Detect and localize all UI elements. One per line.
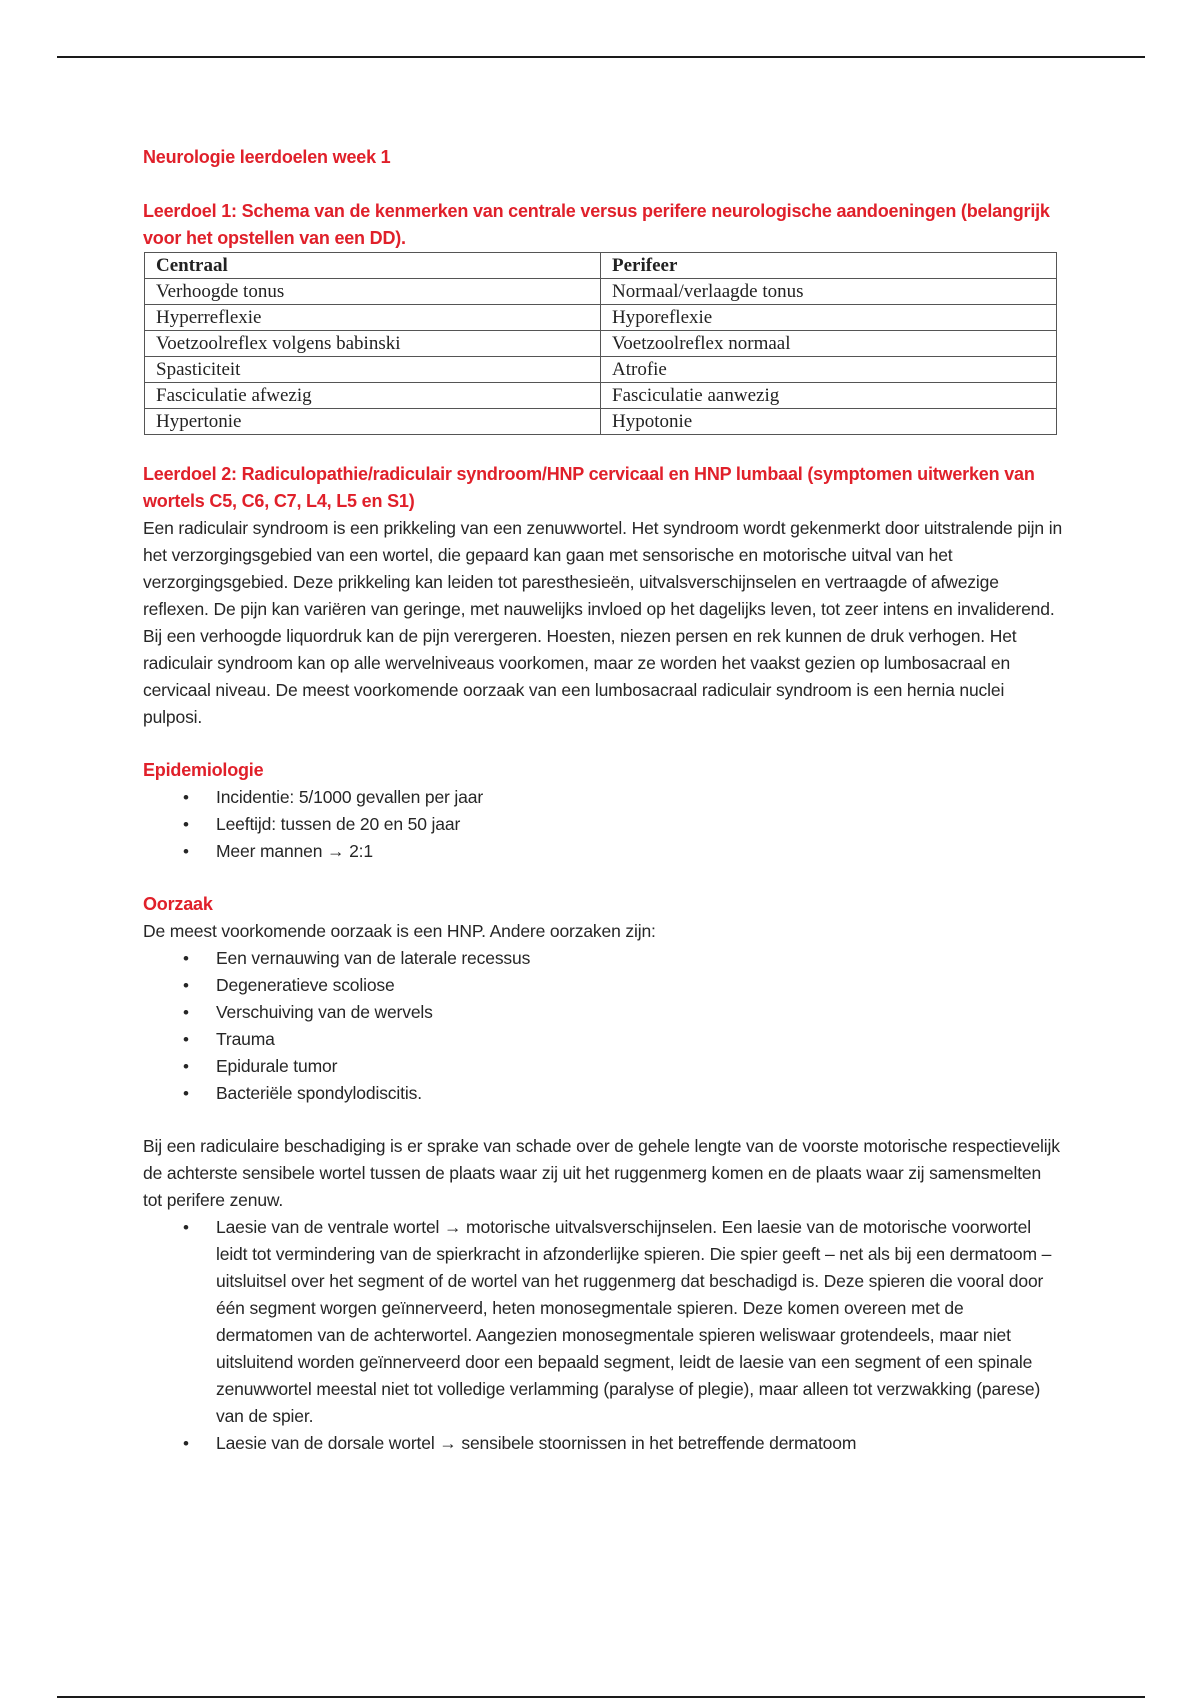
bullet-icon: •	[183, 976, 189, 995]
table-cell-peripheral: Voetzoolreflex normaal	[601, 331, 1057, 357]
bullet-icon: •	[183, 1030, 189, 1049]
table-header-central: Centraal	[145, 253, 601, 279]
goal2-heading: Leerdoel 2: Radiculopathie/radiculair syndroom/HNP cervicaal en HNP lumbaal (symptomen uitwerken van wortels C5, C6, C7, L4, L5 en S1)	[143, 464, 1035, 511]
table-cell-central: Hypertonie	[145, 409, 601, 435]
bullet-icon: •	[183, 949, 189, 968]
list-item-text: Meer mannen → 2:1	[216, 841, 373, 861]
bullet-icon: •	[183, 842, 189, 861]
bullet-icon: •	[183, 788, 189, 807]
goal1-heading: Leerdoel 1: Schema van de kenmerken van centrale versus perifere neurologische aandoeningen (belangrijk voor het opstellen van een DD).	[143, 201, 1050, 248]
table-row	[145, 409, 1057, 435]
list-item-text: Degeneratieve scoliose	[216, 975, 395, 995]
list-item-text: Laesie van de ventrale wortel → motorische uitvalsverschijnselen. Een laesie van de motorische voorwortel leidt tot vermindering van de spierkracht in afzonderlijke spieren. Die spier geeft – net als bij een dermatoom – uitsluitsel over het segment of de wortel van het ruggenmerg dat beschadigd is. Deze spieren die vooral door één segment worgen geïnnerveerd, heten monosegmentale spieren. Deze komen overeen met de dermatomen van de achterwortel. Aangezien monosegmentale spieren weliswaar grotendeels, maar niet uitsluitend worden geïnnerveerd door een bepaald segment, leidt de laesie van een segment of een spinale zenuwwortel meestal niet tot volledige verlamming (paralyse of plegie), maar alleen tot verzwakking (parese) van de spier.	[216, 1217, 1052, 1426]
damage-intro-paragraph: Bij een radiculaire beschadiging is er sprake van schade over de gehele lengte van de voorste motorische respectievelijk de achterste sensibele wortel tussen de plaats waar zij uit het ruggenmerg komen en de plaats waar zij samensmelten tot perifere zenuw.	[143, 1136, 1060, 1210]
list-item	[143, 1214, 1063, 1430]
table-row	[145, 331, 1057, 357]
list-item-text: Incidentie: 5/1000 gevallen per jaar	[216, 787, 484, 807]
cause-intro: De meest voorkomende oorzaak is een HNP. Andere oorzaken zijn:	[143, 921, 656, 941]
bullet-icon: •	[183, 815, 189, 834]
table-cell-central: Fasciculatie afwezig	[145, 383, 601, 409]
page-bottom-rule	[57, 1696, 1145, 1698]
epidemiology-heading: Epidemiologie	[143, 760, 264, 780]
table-cell-peripheral: Fasciculatie aanwezig	[601, 383, 1057, 409]
central-vs-peripheral-table	[144, 252, 1057, 435]
list-item	[143, 838, 1063, 865]
epidemiology-list	[143, 784, 1063, 865]
document-title: Neurologie leerdoelen week 1	[143, 147, 391, 167]
list-item	[143, 1430, 1063, 1457]
bullet-icon: •	[183, 1434, 189, 1453]
list-item	[143, 1080, 1063, 1107]
list-item	[143, 811, 1063, 838]
bullet-icon: •	[183, 1057, 189, 1076]
list-item-text: Een vernauwing van de laterale recessus	[216, 948, 531, 968]
cause-heading: Oorzaak	[143, 894, 213, 914]
spacer	[143, 1107, 1063, 1133]
table-row	[145, 279, 1057, 305]
list-item	[143, 1053, 1063, 1080]
list-item-text: Epidurale tumor	[216, 1056, 338, 1076]
lesion-list	[143, 1214, 1063, 1457]
list-item-text: Trauma	[216, 1029, 275, 1049]
list-item-text: Bacteriële spondylodiscitis.	[216, 1083, 422, 1103]
table-cell-peripheral: Hyporeflexie	[601, 305, 1057, 331]
list-item	[143, 972, 1063, 999]
document-page	[143, 140, 1063, 1457]
table-cell-central: Voetzoolreflex volgens babinski	[145, 331, 601, 357]
table-header-row	[145, 253, 1057, 279]
table-header-peripheral: Perifeer	[601, 253, 1057, 279]
cause-list	[143, 945, 1063, 1107]
table-cell-peripheral: Atrofie	[601, 357, 1057, 383]
table-cell-peripheral: Normaal/verlaagde tonus	[601, 279, 1057, 305]
bullet-icon: •	[183, 1084, 189, 1103]
list-item-text: Laesie van de dorsale wortel → sensibele stoornissen in het betreffende dermatoom	[216, 1433, 857, 1453]
table-cell-central: Hyperreflexie	[145, 305, 601, 331]
table-row	[145, 305, 1057, 331]
bullet-icon: •	[183, 1003, 189, 1022]
bullet-icon: •	[183, 1218, 189, 1237]
list-item	[143, 999, 1063, 1026]
table-cell-central: Spasticiteit	[145, 357, 601, 383]
list-item-text: Leeftijd: tussen de 20 en 50 jaar	[216, 814, 461, 834]
list-item-text: Verschuiving van de wervels	[216, 1002, 433, 1022]
table-row	[145, 383, 1057, 409]
list-item	[143, 784, 1063, 811]
list-item	[143, 1026, 1063, 1053]
table-cell-peripheral: Hypotonie	[601, 409, 1057, 435]
table-row	[145, 357, 1057, 383]
goal2-intro-paragraph: Een radiculair syndroom is een prikkeling van een zenuwwortel. Het syndroom wordt gekenmerkt door uitstralende pijn in het verzorgingsgebied van een wortel, die gepaard kan gaan met sensorische en motorische uitval van het verzorgingsgebied. Deze prikkeling kan leiden tot paresthesieën, uitvalsverschijnselen en vertraagde of afwezige reflexen. De pijn kan variëren van geringe, met nauwelijks invloed op het dagelijks leven, tot zeer intens en invaliderend. Bij een verhoogde liquordruk kan de pijn verergeren. Hoesten, niezen persen en rek kunnen de druk verhogen. Het radiculair syndroom kan op alle wervelniveaus voorkomen, maar ze worden het vaakst gezien op lumbosacraal en cervicaal niveau. De meest voorkomende oorzaak van een lumbosacraal radiculair syndroom is een hernia nuclei pulposi.	[143, 518, 1063, 727]
table-cell-central: Verhoogde tonus	[145, 279, 601, 305]
list-item	[143, 945, 1063, 972]
page-top-rule	[57, 56, 1145, 58]
